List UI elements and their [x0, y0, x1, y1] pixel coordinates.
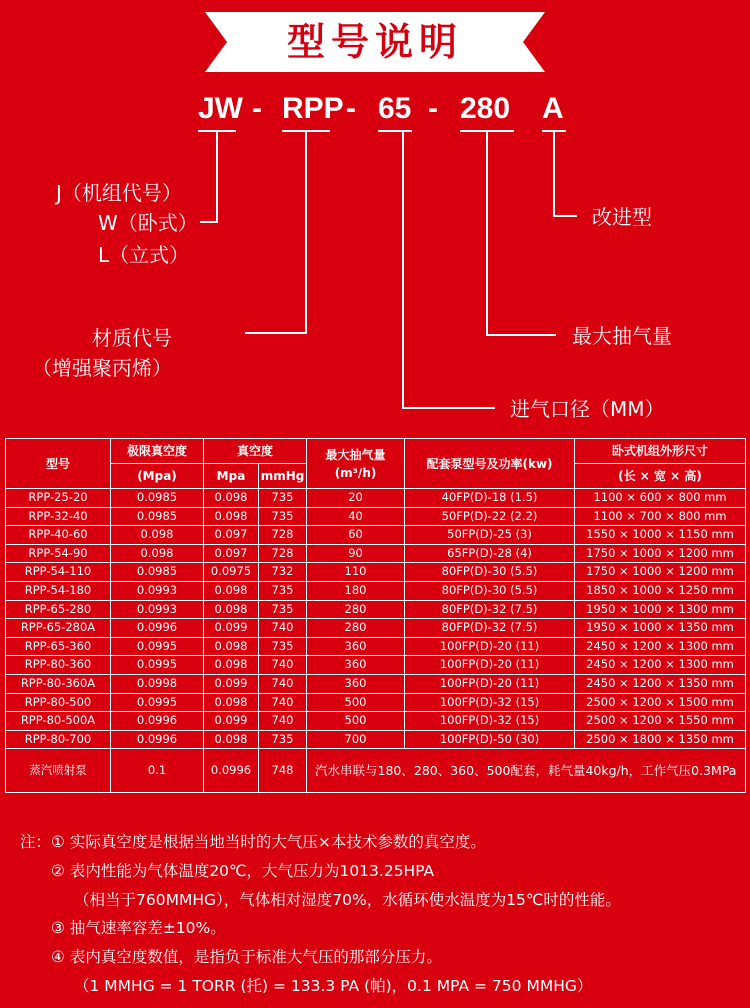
cell-model: RPP-54-180 — [6, 581, 111, 600]
cell-mpa: 0.097 — [204, 544, 259, 563]
cell-flow: 360 — [307, 656, 405, 675]
cell-model: RPP-54-110 — [6, 563, 111, 582]
cell-mpa: 0.098 — [204, 489, 259, 508]
cell-mmhg: 740 — [259, 619, 307, 638]
cell-ultimate: 0.098 — [111, 544, 204, 563]
cell-mpa: 0.0975 — [204, 563, 259, 582]
cell-ultimate: 0.0996 — [111, 730, 204, 749]
table-row — [6, 489, 746, 508]
cell-mpa: 0.098 — [204, 581, 259, 600]
label-max-flow: 最大抽气量 — [572, 324, 672, 348]
cell-mpa: 0.099 — [204, 619, 259, 638]
cell-flow: 700 — [307, 730, 405, 749]
table-row — [6, 693, 746, 712]
cell-mmhg: 740 — [259, 656, 307, 675]
cell-ultimate: 0.0996 — [111, 712, 204, 731]
table-row — [6, 544, 746, 563]
cell-mpa: 0.098 — [204, 600, 259, 619]
cell-ultimate: 0.0998 — [111, 674, 204, 693]
cell-model: RPP-32-40 — [6, 507, 111, 526]
cell-model: RPP-80-500 — [6, 693, 111, 712]
cell-pump: 65FP(D)-28 (4) — [405, 544, 575, 563]
header-ultimate-vacuum: 极限真空度 — [111, 439, 204, 464]
header-pump: 配套泵型号及功率(kw) — [405, 439, 575, 489]
note-4: ④ 表内真空度数值，是指负于标准大气压的那部分压力。 — [51, 948, 442, 967]
label-inlet: 进气口径（MM） — [510, 397, 665, 421]
cell-mpa: 0.097 — [204, 526, 259, 545]
cell-dimensions: 1850 × 1000 × 1250 mm — [575, 581, 746, 600]
cell-pump: 100FP(D)-32 (15) — [405, 693, 575, 712]
note-prefix: 注： — [20, 833, 52, 851]
table-row — [6, 600, 746, 619]
code-separator: - — [346, 92, 356, 125]
cell-mmhg: 748 — [259, 749, 307, 793]
cell-model: RPP-80-700 — [6, 730, 111, 749]
code-part-revision: A — [542, 92, 564, 125]
label-vertical: L（立式） — [98, 243, 190, 267]
cell-model: RPP-80-360A — [6, 674, 111, 693]
code-part-material: RPP — [282, 92, 344, 125]
table-row — [6, 507, 746, 526]
cell-mmhg: 740 — [259, 693, 307, 712]
cell-mpa: 0.099 — [204, 712, 259, 731]
cell-flow: 280 — [307, 619, 405, 638]
cell-dimensions: 1100 × 700 × 800 mm — [575, 507, 746, 526]
cell-dimensions: 1550 × 1000 × 1150 mm — [575, 526, 746, 545]
label-unit-code: J（机组代号） — [56, 181, 182, 205]
cell-mmhg: 732 — [259, 563, 307, 582]
notes — [20, 828, 621, 1001]
table-row — [6, 712, 746, 731]
table-row-steam — [6, 749, 746, 793]
header-max-flow-label: 最大抽气量 — [325, 447, 386, 462]
cell-flow: 20 — [307, 489, 405, 508]
table-row — [6, 730, 746, 749]
note-4-cont: （1 MMHG = 1 TORR (托) = 133.3 PA (帕)，0.1 MPA = 750 MMHG） — [74, 976, 593, 995]
cell-flow: 500 — [307, 712, 405, 731]
table-row — [6, 674, 746, 693]
cell-mpa: 0.098 — [204, 637, 259, 656]
cell-mpa: 0.098 — [204, 507, 259, 526]
header-max-flow-unit: (m³/h) — [334, 465, 377, 480]
cell-dimensions: 1950 × 1000 × 1350 mm — [575, 619, 746, 638]
cell-model: 蒸汽喷射泵 — [6, 749, 111, 793]
header-vacuum-mpa: Mpa — [204, 464, 259, 489]
code-separator: - — [252, 92, 262, 125]
cell-flow: 90 — [307, 544, 405, 563]
code-part-series: JW — [198, 92, 243, 125]
cell-flow: 360 — [307, 637, 405, 656]
cell-ultimate: 0.1 — [111, 749, 204, 793]
cell-pump: 100FP(D)-20 (11) — [405, 674, 575, 693]
cell-pump: 100FP(D)-50 (30) — [405, 730, 575, 749]
table-row — [6, 581, 746, 600]
cell-dimensions: 2500 × 1800 × 1350 mm — [575, 730, 746, 749]
cell-ultimate: 0.0993 — [111, 600, 204, 619]
cell-ultimate: 0.0985 — [111, 563, 204, 582]
cell-ultimate: 0.0985 — [111, 507, 204, 526]
cell-mmhg: 728 — [259, 526, 307, 545]
note-2-cont: （相当于760MMHG），气体相对湿度70%，水循环使水温度为15℃时的性能。 — [74, 890, 621, 909]
cell-ultimate: 0.098 — [111, 526, 204, 545]
label-horizontal: W（卧式） — [98, 211, 198, 235]
table-row — [6, 656, 746, 675]
cell-model: RPP-25-20 — [6, 489, 111, 508]
note-2: ② 表内性能为气体温度20℃，大气压力为1013.25HPA — [51, 861, 435, 880]
code-part-inlet: 65 — [378, 92, 412, 125]
cell-ultimate: 0.0993 — [111, 581, 204, 600]
note-1-text: ① 实际真空度是根据当地当时的大气压×本技术参数的真空度。 — [51, 833, 486, 851]
cell-dimensions: 1750 × 1000 × 1200 mm — [575, 563, 746, 582]
cell-pump: 50FP(D)-22 (2.2) — [405, 507, 575, 526]
code-separator: - — [428, 92, 438, 125]
spec-table — [5, 438, 746, 793]
header-max-flow — [307, 439, 405, 489]
cell-model: RPP-80-500A — [6, 712, 111, 731]
cell-flow: 180 — [307, 581, 405, 600]
cell-model: RPP-65-280 — [6, 600, 111, 619]
cell-pump: 40FP(D)-18 (1.5) — [405, 489, 575, 508]
cell-dimensions: 2500 × 1200 × 1500 mm — [575, 693, 746, 712]
table-row — [6, 637, 746, 656]
cell-dimensions: 1100 × 600 × 800 mm — [575, 489, 746, 508]
cell-flow: 500 — [307, 693, 405, 712]
cell-model: RPP-54-90 — [6, 544, 111, 563]
cell-mmhg: 735 — [259, 581, 307, 600]
cell-flow: 360 — [307, 674, 405, 693]
spec-table-body — [6, 489, 746, 749]
header-ultimate-unit: (Mpa) — [111, 464, 204, 489]
cell-dimensions: 2450 × 1200 × 1350 mm — [575, 674, 746, 693]
cell-ultimate: 0.0996 — [111, 619, 204, 638]
header-dimensions-unit: (长 × 宽 × 高) — [575, 464, 746, 489]
code-part-flow: 280 — [460, 92, 511, 125]
cell-flow: 60 — [307, 526, 405, 545]
cell-ultimate: 0.0995 — [111, 693, 204, 712]
cell-ultimate: 0.0985 — [111, 489, 204, 508]
note-3: ③ 抽气速率容差±10%。 — [51, 919, 226, 938]
cell-mmhg: 740 — [259, 674, 307, 693]
header-vacuum-mmhg: mmHg — [259, 464, 307, 489]
cell-dimensions: 2500 × 1200 × 1550 mm — [575, 712, 746, 731]
cell-pump: 80FP(D)-32 (7.5) — [405, 619, 575, 638]
header-vacuum: 真空度 — [204, 439, 307, 464]
cell-pump: 100FP(D)-32 (15) — [405, 712, 575, 731]
label-material-detail: （增强聚丙烯） — [32, 356, 172, 380]
table-row — [6, 619, 746, 638]
cell-model: RPP-40-60 — [6, 526, 111, 545]
table-row — [6, 563, 746, 582]
label-improved: 改进型 — [592, 205, 652, 229]
cell-pump: 100FP(D)-20 (11) — [405, 656, 575, 675]
cell-mmhg: 735 — [259, 507, 307, 526]
cell-flow: 280 — [307, 600, 405, 619]
cell-mpa: 0.0996 — [204, 749, 259, 793]
table-row — [6, 526, 746, 545]
cell-mpa: 0.098 — [204, 730, 259, 749]
cell-mmhg: 735 — [259, 600, 307, 619]
cell-mmhg: 735 — [259, 637, 307, 656]
page-title: 型号说明 — [286, 20, 463, 64]
cell-pump: 80FP(D)-30 (5.5) — [405, 581, 575, 600]
cell-model: RPP-80-360 — [6, 656, 111, 675]
header-model: 型号 — [6, 439, 111, 489]
cell-flow: 110 — [307, 563, 405, 582]
cell-model: RPP-65-280A — [6, 619, 111, 638]
cell-mmhg: 740 — [259, 712, 307, 731]
cell-mpa: 0.098 — [204, 656, 259, 675]
cell-dimensions: 1750 × 1000 × 1200 mm — [575, 544, 746, 563]
note-1 — [20, 828, 621, 857]
label-material: 材质代号 — [92, 326, 172, 350]
cell-ultimate: 0.0995 — [111, 637, 204, 656]
cell-mpa: 0.098 — [204, 693, 259, 712]
cell-dimensions: 1950 × 1000 × 1300 mm — [575, 600, 746, 619]
cell-dimensions: 2450 × 1200 × 1300 mm — [575, 656, 746, 675]
cell-mmhg: 735 — [259, 489, 307, 508]
cell-mmhg: 735 — [259, 730, 307, 749]
cell-model: RPP-65-360 — [6, 637, 111, 656]
cell-mmhg: 728 — [259, 544, 307, 563]
cell-flow: 40 — [307, 507, 405, 526]
cell-steam-note: 汽水串联与180、280、360、500配套，耗气量40kg/h，工作气压0.3MPa — [307, 749, 746, 793]
cell-pump: 50FP(D)-25 (3) — [405, 526, 575, 545]
cell-pump: 100FP(D)-20 (11) — [405, 637, 575, 656]
cell-pump: 80FP(D)-30 (5.5) — [405, 563, 575, 582]
cell-mpa: 0.099 — [204, 674, 259, 693]
header-dimensions: 卧式机组外形尺寸 — [575, 439, 746, 464]
cell-ultimate: 0.0995 — [111, 656, 204, 675]
cell-dimensions: 2450 × 1200 × 1300 mm — [575, 637, 746, 656]
cell-pump: 80FP(D)-32 (7.5) — [405, 600, 575, 619]
